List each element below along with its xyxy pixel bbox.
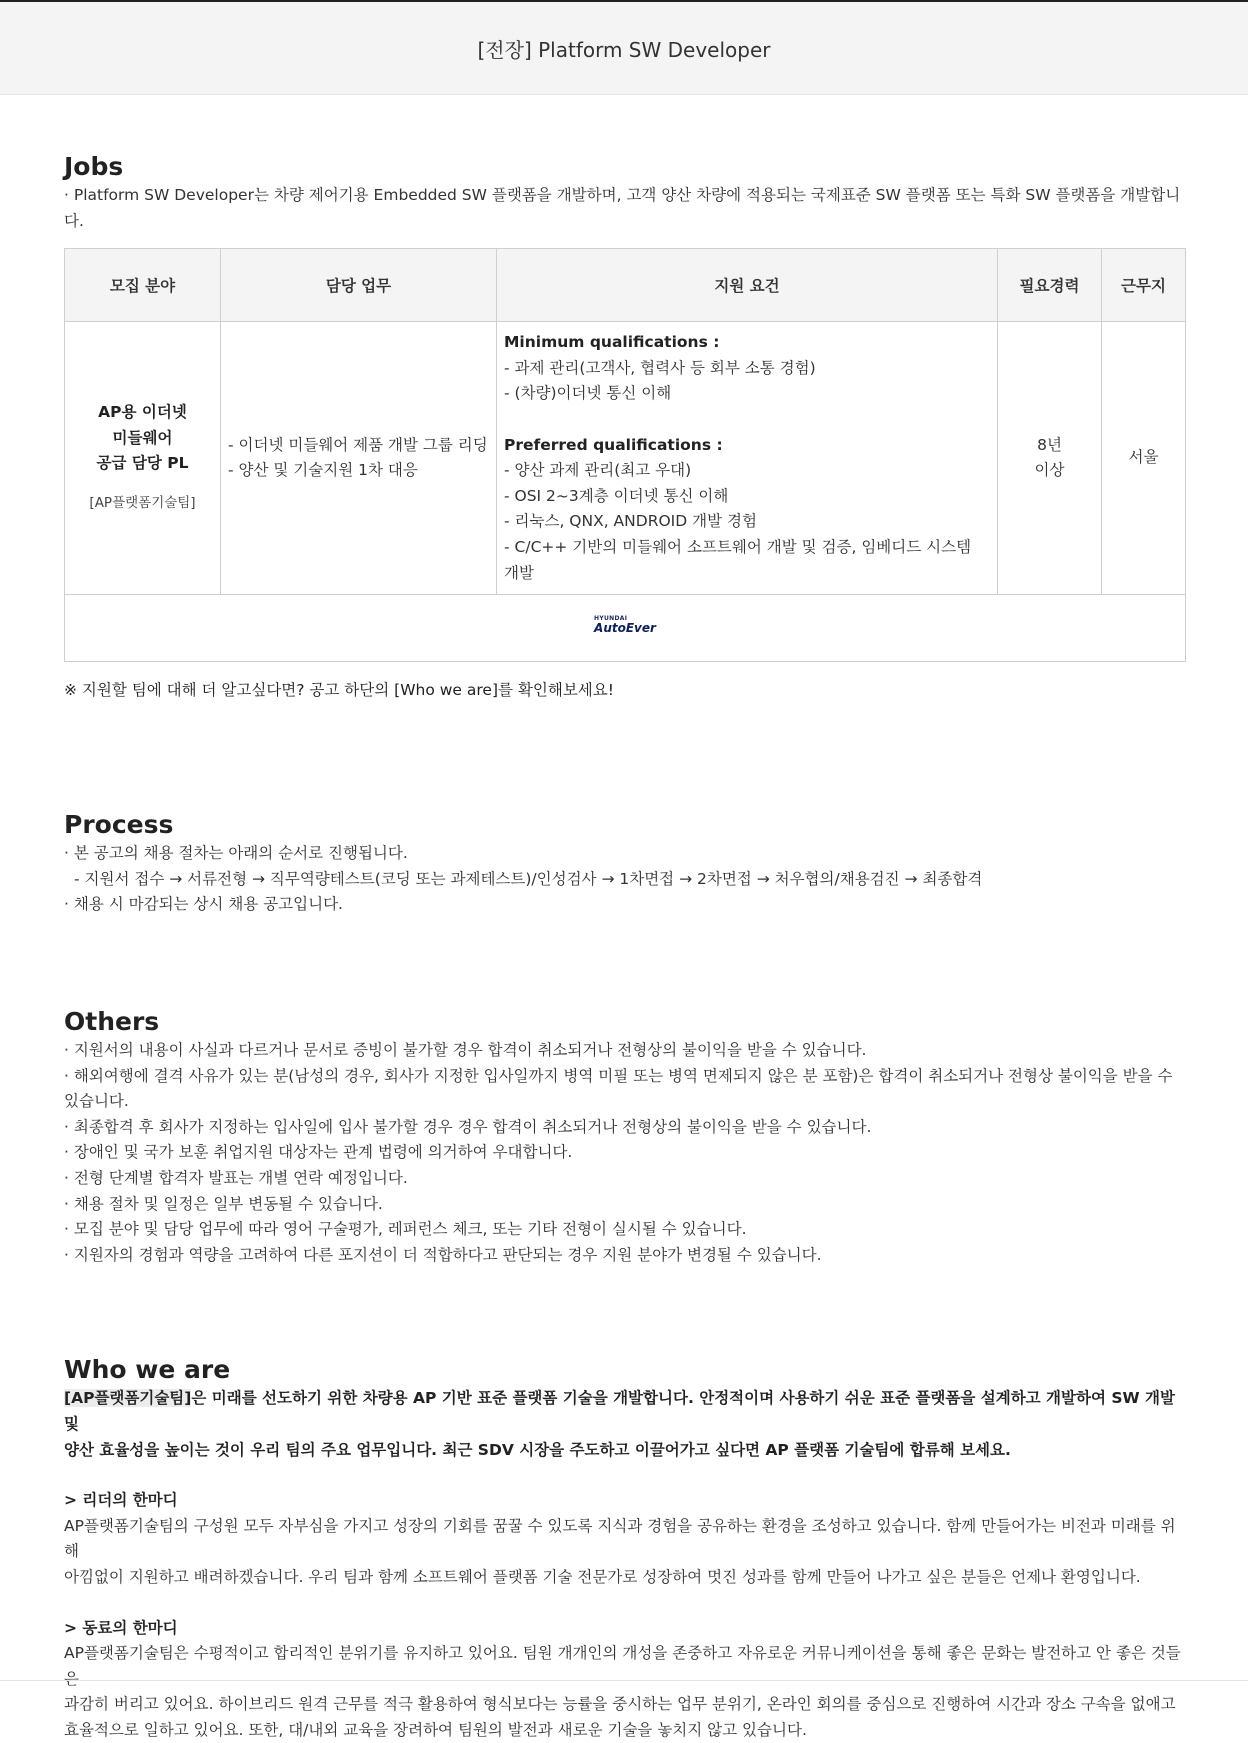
others-heading: Others bbox=[64, 1007, 160, 1036]
peer-title: > 동료의 한마디 bbox=[64, 1618, 178, 1637]
field-line: 공급 담당 PL bbox=[96, 454, 189, 473]
pref-qualification-item: - OSI 2~3계층 이더넷 통신 이해 bbox=[504, 486, 729, 505]
experience-line: 8년 bbox=[1037, 435, 1062, 454]
team-tag: [AP플랫폼기술팀] bbox=[64, 1389, 192, 1408]
pref-qualifications-title: Preferred qualifications : bbox=[504, 435, 723, 454]
col-header-field: 모집 분야 bbox=[65, 249, 221, 322]
logo-cell bbox=[65, 595, 1186, 662]
process-steps: - 지원서 접수 → 서류전형 → 직무역량테스트(코딩 또는 과제테스트)/인성검사 → 1차면접 → 2차면접 → 처우협의/채용검진 → 최종합격 bbox=[74, 869, 983, 888]
others-line: · 지원자의 경험과 역량을 고려하여 다른 포지션이 더 적합하다고 판단되는 경우 지원 분야가 변경될 수 있습니다. bbox=[64, 1245, 822, 1264]
field-line: AP용 이더넷 bbox=[98, 402, 187, 421]
others-line: · 모집 분야 및 담당 업무에 따라 영어 구술평가, 레퍼런스 체크, 또는 기타 전형이 실시될 수 있습니다. bbox=[64, 1220, 747, 1239]
jobs-intro: · Platform SW Developer는 차량 제어기용 Embedded SW 플랫폼을 개발하며, 고객 양산 차량에 적용되는 국제표준 SW 플랫폼 또는 특화 SW 플랫폼을 개발합니다. bbox=[64, 186, 1181, 230]
who-heading: Who we are bbox=[64, 1355, 231, 1385]
cell-duties bbox=[221, 322, 497, 595]
others-line: · 해외여행에 결격 사유가 있는 분(남성의 경우, 회사가 지정한 입사일까지 병역 미필 또는 병역 면제되지 않은 분 포함)은 합격이 취소되거나 전형상 불이익을 받을 수 bbox=[64, 1066, 1173, 1085]
col-header-requirements: 지원 요건 bbox=[497, 249, 998, 322]
col-header-duty: 담당 업무 bbox=[221, 249, 497, 322]
table-header-row bbox=[65, 249, 1186, 322]
peer-line: 효율적으로 일하고 있어요. 또한, 대/내외 교육을 장려하여 팀원의 발전과 새로운 기술을 놓치지 않고 있습니다. bbox=[64, 1720, 807, 1739]
jobs-section bbox=[64, 95, 1184, 704]
pref-qualification-item: - 양산 과제 관리(최고 우대) bbox=[504, 461, 692, 480]
duty-item: - 이더넷 미들웨어 제품 개발 그룹 리딩 bbox=[228, 435, 488, 454]
col-header-experience: 필요경력 bbox=[998, 249, 1102, 322]
others-line: · 지원서의 내용이 사실과 다르거나 문서로 증빙이 불가할 경우 합격이 취소되거나 전형상의 불이익을 받을 수 있습니다. bbox=[64, 1041, 867, 1059]
logo-row bbox=[65, 595, 1186, 662]
min-qualifications-title: Minimum qualifications : bbox=[504, 333, 720, 352]
others-line: 있습니다. bbox=[64, 1092, 129, 1111]
jobs-table bbox=[64, 248, 1186, 662]
main-content bbox=[0, 95, 1248, 1743]
logo-big-text: AutoEver bbox=[594, 621, 656, 636]
process-line: · 본 공고의 채용 절차는 아래의 순서로 진행됩니다. bbox=[64, 844, 408, 863]
others-line: · 전형 단계별 합격자 발표는 개별 연락 예정입니다. bbox=[64, 1168, 408, 1187]
min-qualification-item: - (차량)이더넷 통신 이해 bbox=[504, 384, 672, 403]
others-section bbox=[64, 918, 1184, 1268]
others-line: · 채용 절차 및 일정은 일부 변동될 수 있습니다. bbox=[64, 1194, 383, 1213]
hyundai-autoever-logo bbox=[594, 616, 656, 634]
spacer bbox=[504, 407, 990, 433]
process-heading: Process bbox=[64, 810, 174, 840]
who-intro-line1: 은 미래를 선도하기 위한 차량용 AP 기반 표준 플랫폼 기술을 개발합니다. 안정적이며 사용하기 쉬운 표준 플랫폼을 설계하고 개발하여 SW 개발 및 bbox=[64, 1389, 1175, 1433]
who-we-are-section bbox=[64, 1268, 1184, 1743]
cell-requirements bbox=[497, 322, 998, 595]
page-header bbox=[0, 0, 1248, 95]
peer-line: 과감히 버리고 있어요. 하이브리드 원격 근무를 적극 활용하여 형식보다는 능률을 중시하는 업무 분위기, 온라인 회의를 중심으로 진행하여 시간과 장소 구속을 없애고 bbox=[64, 1695, 1176, 1714]
pref-qualification-item: - C/C++ 기반의 미들웨어 소프트웨어 개발 및 검증, 임베디드 시스템 개발 bbox=[504, 537, 972, 582]
experience-line: 이상 bbox=[1034, 461, 1065, 480]
pref-qualification-item: - 리눅스, QNX, ANDROID 개발 경험 bbox=[504, 512, 757, 531]
cell-field bbox=[65, 322, 221, 595]
cell-location: 서울 bbox=[1102, 322, 1186, 595]
min-qualification-item: - 과제 관리(고객사, 협력사 등 회부 소통 경험) bbox=[504, 358, 816, 377]
cell-experience bbox=[998, 322, 1102, 595]
leader-line: 아낌없이 지원하고 배려하겠습니다. 우리 팀과 함께 소프트웨어 플랫폼 기술 전문가로 성장하여 멋진 성과를 함께 만들어 나가고 싶은 분들은 언제나 환영입니다. bbox=[64, 1567, 1141, 1586]
process-line: · 채용 시 마감되는 상시 채용 공고입니다. bbox=[64, 895, 343, 914]
leader-title: > 리더의 한마디 bbox=[64, 1491, 178, 1510]
page-title: [전장] Platform SW Developer bbox=[477, 37, 771, 62]
team-name: [AP플랫폼기술팀] bbox=[89, 494, 196, 511]
who-intro-line2: 양산 효율성을 높이는 것이 우리 팀의 주요 업무입니다. 최근 SDV 시장을 주도하고 이끌어가고 싶다면 AP 플랫폼 기술팀에 합류해 보세요. bbox=[64, 1440, 1011, 1459]
peer-line: AP플랫폼기술팀은 수평적이고 합리적인 분위기를 유지하고 있어요. 팀원 개개인의 개성을 존중하고 자유로운 커뮤니케이션을 통해 좋은 문화는 발전하고 안 좋은 것들은 bbox=[64, 1644, 1181, 1688]
bottom-divider bbox=[0, 1680, 1248, 1681]
col-header-location: 근무지 bbox=[1102, 249, 1186, 322]
others-line: · 장애인 및 국가 보훈 취업지원 대상자는 관계 법령에 의거하여 우대합니다. bbox=[64, 1143, 573, 1162]
jobs-heading: Jobs bbox=[64, 152, 124, 181]
others-line: · 최종합격 후 회사가 지정하는 입사일에 입사 불가할 경우 경우 합격이 취소되거나 전형상의 불이익을 받을 수 있습니다. bbox=[64, 1117, 872, 1136]
process-section bbox=[64, 719, 1184, 918]
who-intro bbox=[64, 1386, 1184, 1437]
logo-small-text: HYUNDAI bbox=[594, 615, 628, 623]
duty-item: - 양산 및 기술지원 1차 대응 bbox=[228, 461, 418, 480]
field-line: 미들웨어 bbox=[112, 428, 173, 447]
leader-line: AP플랫폼기술팀의 구성원 모두 자부심을 가지고 성장의 기회를 꿈꿀 수 있도록 지식과 경험을 공유하는 환경을 조성하고 있습니다. 함께 만들어가는 비전과 미래를 위해 bbox=[64, 1516, 1176, 1561]
table-row bbox=[65, 322, 1186, 595]
team-info-note: ※ 지원할 팀에 대해 더 알고싶다면? 공고 하단의 [Who we are]를 확인해보세요! bbox=[64, 681, 614, 700]
